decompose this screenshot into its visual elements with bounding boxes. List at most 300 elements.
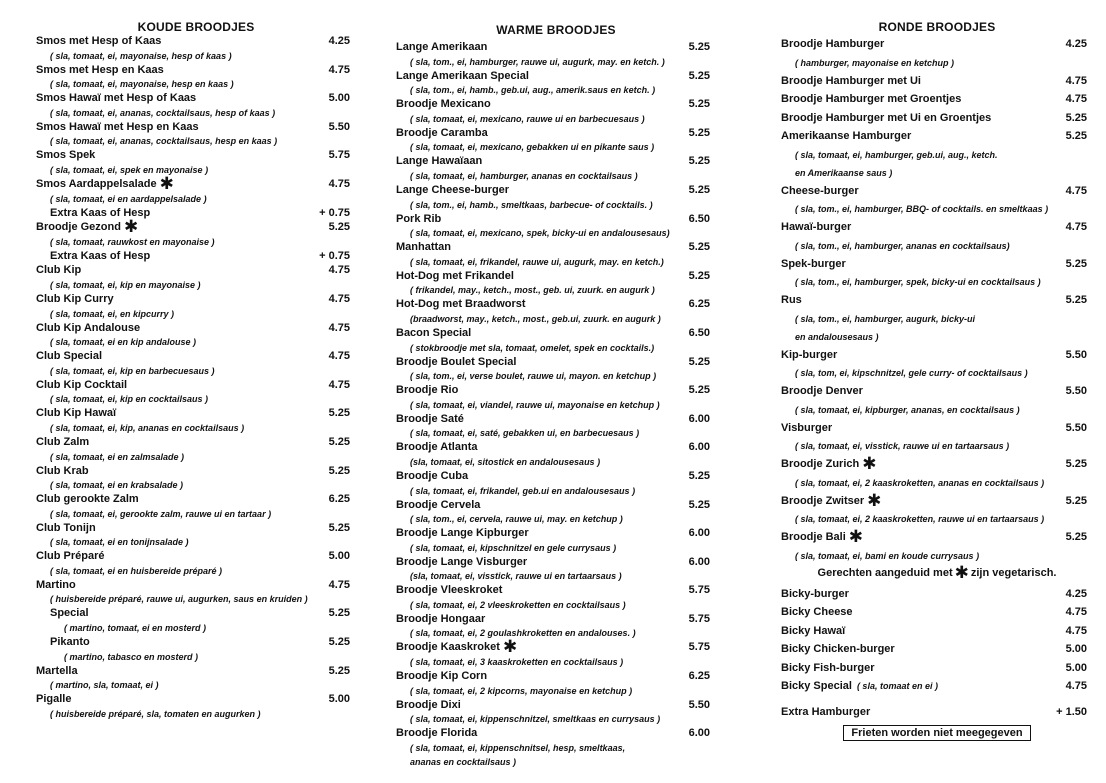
menu-item: [36, 435, 356, 464]
item-name: [781, 659, 1093, 678]
item-name: [781, 346, 1093, 365]
item-description: ( sla, tom., ei, hamburger, BBQ- of cocktails. en smeltkaas ): [795, 204, 1049, 214]
item-price: 4.25: [328, 35, 350, 47]
item-name-text: Broodje Hamburger: [781, 38, 885, 50]
item-name-text: Smos Hawaï met Hesp of Kaas: [36, 92, 197, 105]
item-name: [781, 528, 1093, 547]
item-name-text: Martino: [36, 578, 76, 591]
item-name: [36, 692, 356, 707]
item-price: 6.00: [688, 727, 710, 740]
item-name: [36, 464, 356, 479]
asterisk-icon: ✱: [954, 562, 969, 582]
menu-item: [36, 406, 356, 435]
item-name-text: Bicky Special: [781, 680, 852, 692]
item-price: 5.00: [328, 550, 350, 563]
item-description: ( sla, tomaat, ei, spek en mayonaise ): [50, 164, 209, 175]
item-price: + 1.50: [1056, 705, 1087, 718]
menu-item: [781, 35, 1093, 72]
item-name: [36, 435, 356, 450]
menu-item: [396, 440, 716, 469]
menu-item-extra-hamburger: [781, 703, 1093, 722]
item-name-text: Broodje Saté: [396, 412, 464, 425]
menu-item: [396, 669, 716, 698]
asterisk-icon: ✱: [123, 217, 139, 237]
item-description: ( sla, tom., ei, hamb., geb.ui, aug., amerik.saus en ketch. ): [410, 85, 656, 96]
item-price: 4.75: [1065, 624, 1087, 637]
menu-item: [396, 154, 716, 183]
item-price: 5.75: [328, 149, 350, 162]
item-name-text: Bacon Special: [396, 326, 472, 339]
item-name: [396, 97, 716, 112]
item-price: 5.25: [1065, 494, 1087, 507]
column-koude-broodjes: [36, 20, 356, 721]
item-price: 5.25: [328, 664, 350, 677]
item-price: 4.75: [328, 63, 350, 76]
item-name-text: Broodje Rio: [396, 384, 459, 397]
column-warme-broodjes: [396, 20, 716, 769]
asterisk-icon: ✱: [862, 454, 877, 473]
menu-item: [396, 183, 716, 212]
item-name: [781, 72, 1093, 91]
item-name-text: Club Special: [36, 350, 103, 363]
item-description: ( sla, tomaat, ei, visstick, rauwe ui en tartaarsaus ): [795, 441, 1010, 451]
item-name-text: Bicky Fish-burger: [781, 661, 875, 674]
item-price: 4.75: [1065, 93, 1087, 105]
item-description: ( sla, tomaat, ei, mayonaise, hesp of kaas ): [50, 50, 232, 61]
item-description: ( sla, tomaat, ei en krabsalade ): [50, 480, 184, 491]
item-price: 5.50: [328, 120, 350, 133]
item-price: 5.25: [328, 435, 350, 448]
item-description: ( sla, tomaat, ei, 2 kaaskroketten, rauwe ui en tartaarsaus ): [795, 514, 1045, 524]
item-price: 4.75: [1065, 184, 1087, 197]
item-price: 5.75: [688, 641, 710, 654]
item-price: + 0.75: [319, 249, 350, 262]
item-name: [36, 263, 356, 278]
item-price: 4.75: [328, 378, 350, 391]
menu-item: [36, 606, 356, 635]
item-price: 5.25: [688, 183, 710, 196]
asterisk-icon: ✱: [848, 527, 864, 546]
item-name: [396, 383, 716, 398]
item-name-text: Club Kip: [36, 264, 82, 277]
item-name-text: Broodje Hamburger met Groentjes: [781, 93, 962, 105]
item-name-text: Smos met Hesp of Kaas: [36, 35, 162, 47]
menu-item: [396, 412, 716, 441]
item-price: 5.00: [328, 693, 350, 706]
item-name-text: Club Kip Cocktail: [36, 378, 128, 391]
item-price: 5.25: [688, 41, 710, 53]
item-price: 5.25: [688, 98, 710, 111]
item-price: 5.25: [688, 384, 710, 397]
item-price: 4.75: [328, 177, 350, 190]
item-name-text: Bicky-burger: [781, 587, 849, 600]
item-name: [396, 326, 716, 341]
item-price: 4.75: [328, 264, 350, 277]
item-list: [36, 34, 356, 721]
menu-item: [36, 635, 356, 664]
menu-item: [396, 355, 716, 384]
item-description: ( sla, tomaat, ei en aardappelsalade ): [50, 193, 207, 204]
item-name: [36, 120, 356, 135]
item-description: ( sla, tomaat, ei, ananas, cocktailsaus, hesp en kaas ): [50, 136, 278, 147]
item-name: [781, 603, 1093, 622]
item-name-text: Martella: [36, 664, 78, 677]
item-name-text: Broodje Boulet Special: [396, 355, 517, 368]
item-name: [396, 498, 716, 513]
item-price: 4.75: [1065, 74, 1087, 87]
item-price: 6.00: [688, 441, 710, 454]
menu-item: [781, 677, 1093, 696]
item-price: 5.25: [688, 355, 710, 368]
item-name-text: Spek-burger: [781, 257, 846, 270]
item-description: ( huisbereide préparé, rauwe ui, augurken, saus en kruiden ): [50, 594, 308, 605]
item-description: ( sla, tom., ei, hamburger, augurk, bicky-ui: [795, 313, 976, 324]
item-name-text: Pork Rib: [396, 212, 442, 225]
item-price: 5.25: [328, 636, 350, 649]
column-title: KOUDE BROODJES: [137, 20, 255, 34]
menu-item: [396, 326, 716, 355]
menu-item: [36, 692, 356, 721]
item-price: 5.25: [328, 407, 350, 420]
item-description: en Amerikaanse saus ): [795, 167, 893, 178]
item-name: [396, 440, 716, 455]
item-description: ( sla, tomaat, ei en kip andalouse ): [50, 337, 197, 348]
item-description: ( sla, tomaat, ei, 2 kaaskroketten, ananas en cocktailsaus ): [795, 477, 1045, 488]
item-price: 5.25: [1065, 531, 1087, 543]
item-name: [396, 612, 716, 627]
menu-item: [36, 664, 356, 693]
item-price: 5.00: [328, 92, 350, 105]
item-name: [396, 555, 716, 570]
item-name: [396, 726, 716, 741]
item-description: ( sla, tom., ei, hamburger, spek, bicky-ui en cocktailsaus ): [795, 277, 1041, 287]
item-name-text: Smos met Hesp en Kaas: [36, 63, 164, 76]
item-price: 4.75: [1065, 606, 1087, 618]
item-name: [36, 606, 356, 621]
item-name-text: Broodje Denver: [781, 385, 863, 397]
item-price: 5.25: [688, 469, 710, 482]
item-price: 5.25: [688, 126, 710, 139]
fries-notice: Frieten worden niet meegegeven: [843, 725, 1030, 741]
item-price: 5.00: [1065, 661, 1087, 674]
item-price: 5.75: [688, 584, 710, 597]
item-name-text: Lange Amerikaan: [396, 41, 488, 53]
item-price: 4.75: [1065, 221, 1087, 233]
item-price: 5.75: [688, 612, 710, 625]
item-description: ( sla, tomaat, ei, en kipcurry ): [50, 308, 175, 319]
item-name-text: Broodje Caramba: [396, 126, 488, 139]
item-name: [36, 321, 356, 336]
item-description: ( sla, tom., ei, verse boulet, rauwe ui, mayon. en ketchup ): [410, 371, 657, 382]
item-description: ( sla, tomaat, ei, kip en mayonaise ): [50, 279, 201, 290]
item-name: [396, 637, 716, 657]
item-name: [781, 622, 1093, 641]
item-name: [396, 669, 716, 684]
item-description: (sla, tomaat, ei, visstick, rauwe ui en tartaarsaus ): [410, 571, 622, 582]
item-description: ( sla, tomaat, ei en huisbereide préparé ): [50, 565, 223, 576]
item-description: ( sla, tomaat, ei, 2 vleeskroketten en cocktailsaus ): [410, 599, 626, 610]
menu-item: [396, 612, 716, 641]
item-name: [36, 91, 356, 106]
item-name-text: Kip-burger: [781, 348, 838, 361]
footer-wrap: [781, 723, 1093, 741]
item-price: 5.50: [1065, 421, 1087, 434]
item-description: ( sla, tomaat, ei en zalmsalade ): [50, 451, 185, 462]
item-price: 6.00: [688, 555, 710, 568]
item-description: ( sla, tomaat, ei, kipschnitzel en gele currysaus ): [410, 542, 617, 553]
item-price: 5.25: [688, 269, 710, 282]
item-description: ( martino, tomaat, ei en mosterd ): [64, 623, 207, 634]
item-description: ( sla, tomaat, ei, mexicano, spek, bicky-ui en andalousesaus): [410, 228, 670, 239]
item-price: 5.50: [1065, 385, 1087, 397]
item-name: [781, 640, 1093, 659]
item-name: [781, 109, 1093, 128]
item-price: 6.00: [688, 412, 710, 425]
item-description: ( sla, tomaat, ei, kip en cocktailsaus ): [50, 394, 209, 405]
item-name: [36, 578, 356, 593]
item-description: ( sla, tomaat, ei en tonijnsalade ): [50, 537, 189, 548]
item-price: 5.25: [688, 155, 710, 168]
item-name: Extra Hamburger: [781, 705, 871, 718]
item-name-text: Bicky Chicken-burger: [781, 643, 895, 655]
menu-item: [36, 206, 356, 221]
menu-item: [36, 549, 356, 578]
menu-item: [781, 346, 1093, 383]
menu-item: [36, 578, 356, 607]
item-price: 5.25: [1065, 130, 1087, 142]
item-description: ( sla, tomaat, ei, kippenschnitzel, smeltkaas en currysaus ): [410, 714, 661, 725]
menu-item: [36, 63, 356, 92]
item-description: ( sla, tomaat, ei, 3 kaaskroketten en cocktailsaus ): [410, 657, 624, 668]
item-name: [781, 255, 1093, 274]
item-description: ( sla, tom., ei, hamburger, ananas en cocktailsaus): [795, 240, 1010, 251]
item-name: [396, 297, 716, 312]
item-name-text: Visburger: [781, 421, 833, 434]
menu-item: [36, 321, 356, 350]
item-name-text: Hawaï-burger: [781, 221, 852, 233]
menu-item: [781, 603, 1093, 622]
item-name: [396, 212, 716, 227]
item-price: 4.75: [328, 292, 350, 305]
item-name-text: Broodje Hongaar: [396, 612, 486, 625]
menu-item: [36, 249, 356, 264]
menu-item: [781, 109, 1093, 128]
item-price: 5.25: [328, 521, 350, 534]
item-name-text: Extra Kaas of Hesp: [50, 206, 151, 219]
item-name: [396, 269, 716, 284]
item-name-text: Club Préparé: [36, 550, 105, 563]
menu-item: [781, 455, 1093, 492]
item-name: [781, 35, 1093, 54]
menu-item: [36, 292, 356, 321]
menu-item: [781, 255, 1093, 292]
item-name-text: Club Tonijn: [36, 521, 96, 534]
item-name-text: Bicky Cheese: [781, 606, 853, 618]
item-name: [36, 217, 356, 237]
menu-item: [781, 585, 1093, 604]
item-name: [36, 635, 356, 650]
menu-item: [396, 212, 716, 241]
item-name-text: Broodje Florida: [396, 727, 478, 740]
item-name: [396, 698, 716, 713]
menu-item: [36, 492, 356, 521]
asterisk-icon: ✱: [867, 490, 882, 510]
item-name: [781, 127, 1093, 146]
item-name-text: Smos Spek: [36, 149, 96, 162]
item-name: [396, 126, 716, 141]
item-description: ( sla, tomaat, ei, ananas, cocktailsaus, hesp of kaas ): [50, 107, 276, 118]
item-description: ( sla, tomaat, ei, mexicano, gebakken ui en pikante saus ): [410, 142, 655, 153]
menu-item: [36, 34, 356, 63]
item-name-text: Special: [50, 607, 89, 620]
item-price: 5.50: [1065, 348, 1087, 361]
menu-item: [781, 419, 1093, 456]
item-name-text: Lange Cheese-burger: [396, 183, 510, 196]
item-name-text: Smos Aardappelsalade: [36, 177, 157, 190]
item-name: [396, 355, 716, 370]
menu-item: [781, 622, 1093, 641]
menu-item: [396, 383, 716, 412]
item-price: 4.75: [1065, 680, 1087, 692]
item-name: [396, 469, 716, 484]
item-name-text: Broodje Hamburger met Ui en Groentjes: [781, 111, 992, 124]
menu-item: [396, 698, 716, 727]
menu-item: [781, 218, 1093, 255]
item-name-text: Broodje Kip Corn: [396, 670, 488, 683]
item-description: ( sla, tom., ei, cervela, rauwe ui, may. en ketchup ): [410, 514, 623, 525]
item-description: ( sla, tomaat, ei, kip en barbecuesaus ): [50, 365, 215, 376]
item-description: ( sla, tom., ei, hamburger, rauwe ui, augurk, may. en ketch. ): [410, 56, 665, 67]
item-description: ( sla, tom., ei, hamb., smeltkaas, barbecue- of cocktails. ): [410, 199, 653, 210]
item-name-text: Club Zalm: [36, 435, 90, 448]
item-name-text: Hot-Dog met Braadworst: [396, 298, 526, 311]
menu-item: [396, 469, 716, 498]
item-price: 5.25: [688, 498, 710, 511]
item-name-text: Pigalle: [36, 693, 72, 706]
item-name-text: Pikanto: [50, 636, 90, 649]
item-name: [36, 492, 356, 507]
item-list: [396, 40, 716, 769]
item-description: en andalousesaus ): [795, 331, 879, 342]
item-name-text: Broodje Cervela: [396, 498, 481, 511]
vegetarian-note: [781, 562, 1093, 582]
menu-item: [36, 349, 356, 378]
item-price: 5.25: [1065, 257, 1087, 270]
item-name-text: Club gerookte Zalm: [36, 493, 139, 506]
item-name-text: Rus: [781, 294, 802, 306]
item-name: [36, 63, 356, 78]
item-price: 4.75: [328, 321, 350, 334]
menu-item: [781, 90, 1093, 109]
item-name-text: Broodje Vleeskroket: [396, 584, 503, 597]
item-name: [36, 406, 356, 421]
item-name-text: Lange Amerikaan Special: [396, 69, 529, 82]
item-price: 6.50: [688, 326, 710, 339]
item-description: ( huisbereide préparé, sla, tomaten en augurken ): [50, 708, 261, 719]
item-description: ( sla, tomaat, ei, hamburger, ananas en cocktailsaus ): [410, 170, 638, 181]
menu-item: [396, 269, 716, 298]
item-name: [36, 549, 356, 564]
item-price: 5.25: [1065, 294, 1087, 306]
item-name: [781, 182, 1093, 201]
item-price: 4.25: [1065, 38, 1087, 50]
item-name: [781, 218, 1093, 237]
item-name: [396, 583, 716, 598]
item-description: ( frikandel, may., ketch., most., geb. ui, zuurk. en augurk ): [410, 285, 655, 296]
item-name-text: Broodje Zwitser: [781, 494, 865, 507]
menu-item: [36, 217, 356, 249]
item-name: [781, 585, 1093, 604]
item-name: [781, 382, 1093, 401]
item-name: [396, 240, 716, 255]
item-price: 4.25: [1065, 587, 1087, 600]
menu-item: [781, 127, 1093, 182]
menu-item: [781, 291, 1093, 346]
item-description: ( sla, tomaat, rauwkost en mayonaise ): [50, 236, 215, 247]
item-description: ( stokbroodje met sla, tomaat, omelet, spek en cocktails.): [410, 342, 655, 353]
item-price: 5.25: [1065, 458, 1087, 470]
item-price: 6.25: [328, 493, 350, 506]
item-name: [396, 154, 716, 169]
item-price: 5.25: [328, 464, 350, 477]
item-name: [36, 292, 356, 307]
item-name: [396, 40, 716, 55]
item-name: [781, 291, 1093, 310]
item-price: 5.25: [1065, 111, 1087, 124]
menu-item: [396, 240, 716, 269]
item-name: [36, 249, 356, 264]
spacer: [781, 696, 1093, 703]
menu-item: [396, 637, 716, 669]
note-text: zijn vegetarisch.: [970, 566, 1057, 579]
menu-item: [396, 297, 716, 326]
item-name-text: Club Krab: [36, 464, 89, 477]
item-name: [36, 521, 356, 536]
menu-item: [36, 120, 356, 149]
item-name: [781, 455, 1093, 474]
menu-item: [396, 126, 716, 155]
menu-item: [396, 97, 716, 126]
item-description: ( sla, tomaat, ei, viandel, rauwe ui, mayonaise en ketchup ): [410, 399, 660, 410]
item-name: [36, 206, 356, 221]
menu-item: [396, 69, 716, 98]
item-description: ( hamburger, mayonaise en ketchup ): [795, 57, 955, 68]
item-description: ( sla, tomaat, ei, hamburger, geb.ui, aug., ketch.: [795, 149, 998, 160]
asterisk-icon: ✱: [159, 173, 174, 193]
item-name-text: Hot-Dog met Frikandel: [396, 269, 514, 282]
item-name: [36, 34, 356, 49]
item-price: 5.00: [1065, 643, 1087, 655]
item-list: [781, 35, 1093, 565]
menu-item: [36, 464, 356, 493]
menu-item: [36, 91, 356, 120]
item-name: [396, 183, 716, 198]
item-description: ( sla, tomaat, ei, bami en koude currysaus ): [795, 550, 980, 561]
item-description: ( sla, tomaat, ei, kipburger, ananas, en cocktailsaus ): [795, 404, 1020, 415]
item-name: [36, 148, 356, 163]
item-price: 6.25: [688, 298, 710, 311]
item-name-text: Broodje Zurich: [781, 458, 860, 470]
column-ronde-broodjes: [781, 20, 1093, 741]
item-name-text: Broodje Hamburger met Ui: [781, 74, 921, 87]
item-name-text: Broodje Bali: [781, 531, 846, 543]
item-description: ( sla, tomaat, ei, mexicano, rauwe ui en barbecuesaus ): [410, 113, 645, 124]
item-description: ( sla, tomaat, ei, kip, ananas en cocktailsaus ): [50, 422, 245, 433]
item-name-text: Club Kip Andalouse: [36, 321, 141, 334]
menu-item: [396, 40, 716, 69]
item-name: [781, 492, 1093, 511]
item-price: 5.25: [328, 221, 350, 234]
